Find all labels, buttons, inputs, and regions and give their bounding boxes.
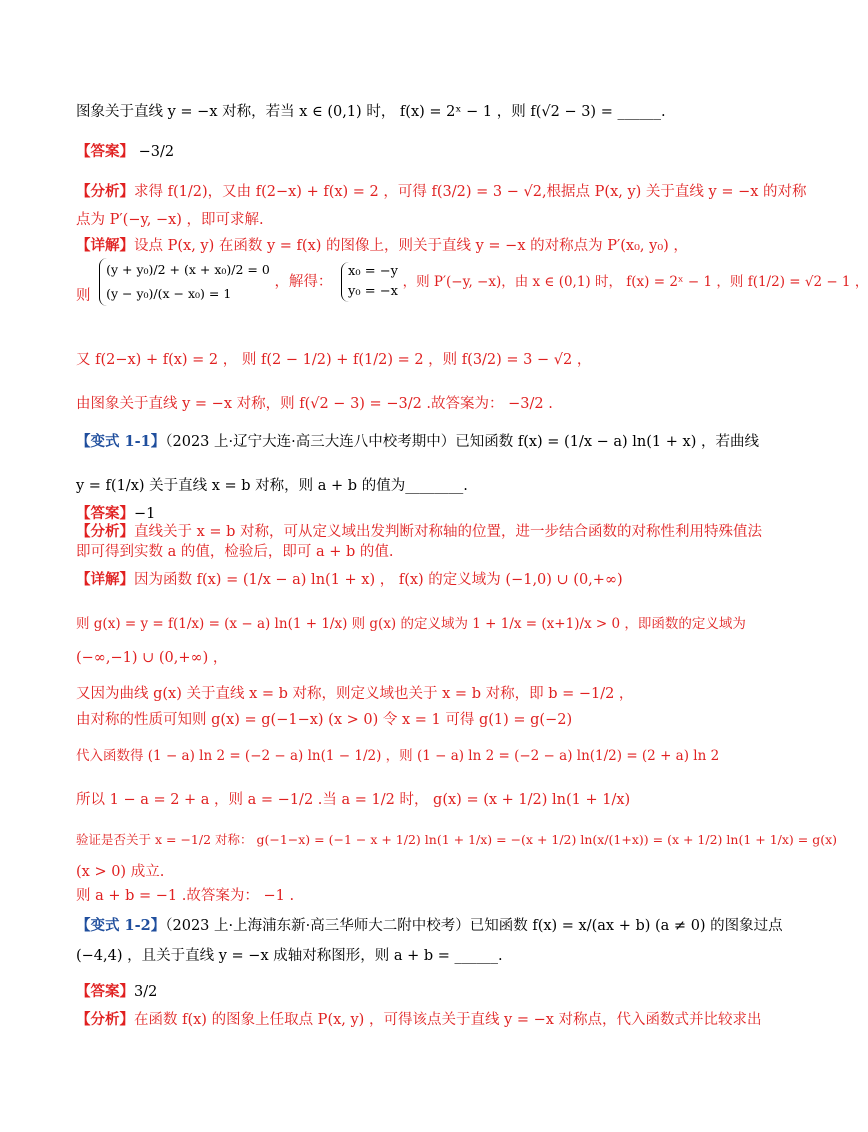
answer-tag: 【答案】 (76, 143, 134, 160)
detail-line (76, 570, 740, 590)
analysis-text: 求得 f(1/2)，又由 f(2−x) + f(x) = 2 ，可得 f(3/2) = 3 − √2,根据点 P(x, y) 关于直线 y = −x 的对称 (134, 184, 807, 200)
answer-value: −3/2 (138, 144, 175, 160)
detail-tag: 【详解】 (76, 571, 134, 588)
system-row-1: (y + y₀)/2 + (x + x₀)/2 = 0 (106, 262, 270, 277)
variant-text: （2023 上·辽宁大连·高三大连八中校考期中）已知函数 f(x) = (1/x − a) ln(1 + x) ，若曲线 (165, 434, 759, 450)
text-line: 又 f(2−x) + f(x) = 2 ， 则 f(2 − 1/2) + f(1/2) = 2 ，则 f(3/2) = 3 − √2 ， (76, 352, 592, 368)
answer-value: 3/2 (134, 984, 158, 1000)
solution-system (341, 262, 398, 302)
analysis-tag: 【分析】 (76, 183, 134, 200)
detail-text: 设点 P(x, y) 在函数 y = f(x) 的图像上，则关于直线 y = −x 的对称点为 P′(x₀, y₀) ， (134, 238, 688, 254)
text-line: 所以 1 − a = 2 + a ，则 a = −1/2 .当 a = 1/2 时， g(x) = (x + 1/2) ln(1 + 1/x) (76, 792, 631, 808)
solution-row-1: x₀ = −y (348, 264, 398, 279)
analysis-line (76, 1010, 762, 1030)
analysis-tag: 【分析】 (76, 523, 134, 540)
text-line: 由图象关于直线 y = −x 对称，则 f(√2 − 3) = −3/2 .故答案为： −3/2 . (76, 396, 553, 412)
answer-line (76, 142, 740, 162)
answer-value: −1 (134, 506, 156, 522)
solution-row-2: y₀ = −x (348, 284, 398, 299)
variant-heading (76, 916, 783, 936)
text-line: 则 g(x) = y = f(1/x) = (x − a) ln(1 + 1/x) 则 g(x) 的定义域为 1 + 1/x = (x+1)/x > 0 ，即函数的定义域为 (76, 616, 746, 632)
text-line: 代入函数得 (1 − a) ln 2 = (−2 − a) ln(1 − 1/2) ，则 (1 − a) ln 2 = (−2 − a) ln(1/2) = (2 + a) ln 2 (76, 748, 720, 764)
text-line: (−∞,−1) ∪ (0,+∞) ， (76, 650, 228, 666)
analysis-tag: 【分析】 (76, 1011, 134, 1028)
text-line: (x > 0) 成立. (76, 864, 165, 880)
analysis-line (76, 182, 807, 202)
text-line: 由对称的性质可知则 g(x) = g(−1−x) (x > 0) 令 x = 1 可得 g(1) = g(−2) (76, 712, 573, 728)
answer-tag: 【答案】 (76, 983, 134, 1000)
text-line: y = f(1/x) 关于直线 x = b 对称，则 a + b 的值为________. (76, 478, 468, 494)
variant-text: （2023 上·上海浦东新·高三华师大二附中校考）已知函数 f(x) = x/(ax + b) (a ≠ 0) 的图象过点 (165, 918, 783, 934)
system-row-2: (y − y₀)/(x − x₀) = 1 (106, 286, 232, 301)
analysis-line (76, 522, 763, 542)
equation-system (99, 258, 270, 306)
text-line: (−4,4) ，且关于直线 y = −x 成轴对称图形，则 a + b = ______. (76, 948, 503, 964)
answer-line (76, 982, 740, 1002)
variant-tag: 【变式 1-2】 (76, 917, 166, 934)
text-line: 则 a + b = −1 .故答案为： −1 . (76, 888, 295, 904)
variant-heading (76, 432, 759, 452)
text-line: 又因为曲线 g(x) 关于直线 x = b 对称，则定义域也关于 x = b 对称，即 b = −1/2 ， (76, 686, 634, 702)
analysis-text: 在函数 f(x) 的图象上任取点 P(x, y) ，可得该点关于直线 y = −x 对称点，代入函数式并比较求出 (134, 1012, 762, 1028)
variant-tag: 【变式 1-1】 (76, 433, 166, 450)
analysis-text: 直线关于 x = b 对称，可从定义域出发判断对称轴的位置，进一步结合函数的对称性利用特殊值法 (134, 524, 763, 540)
detail-text: 因为函数 f(x) = (1/x − a) ln(1 + x) ， f(x) 的定义域为 (−1,0) ∪ (0,+∞) (134, 572, 623, 588)
answer-tag: 【答案】 (76, 505, 134, 522)
text-line: 验证是否关于 x = −1/2 对称： g(−1−x) = (−1 − x + 1/2) ln(1 + 1/x) = −(x + 1/2) ln(x/(1+x)) = (x + 1/2) ln(1 + 1/x) = g(x) (76, 832, 838, 847)
then-label: 则 (76, 288, 91, 304)
solve-label: ，解得： (274, 274, 333, 290)
system-line (76, 258, 868, 318)
answer-line (76, 504, 740, 524)
detail-line (76, 236, 740, 256)
analysis-line-2: 点为 P′(−y, −x) ，即可求解. (76, 212, 264, 228)
detail-tag: 【详解】 (76, 237, 134, 254)
system-tail: ，则 P′(−y, −x)，由 x ∈ (0,1) 时， f(x) = 2ˣ − 1 ，则 f(1/2) = √2 − 1 ， (402, 274, 868, 290)
text-line: 即可得到实数 a 的值，检验后，即可 a + b 的值. (76, 544, 394, 560)
text-line: 图象关于直线 y = −x 对称，若当 x ∈ (0,1) 时， f(x) = 2ˣ − 1 ，则 f(√2 − 3) = ______. (76, 104, 666, 120)
